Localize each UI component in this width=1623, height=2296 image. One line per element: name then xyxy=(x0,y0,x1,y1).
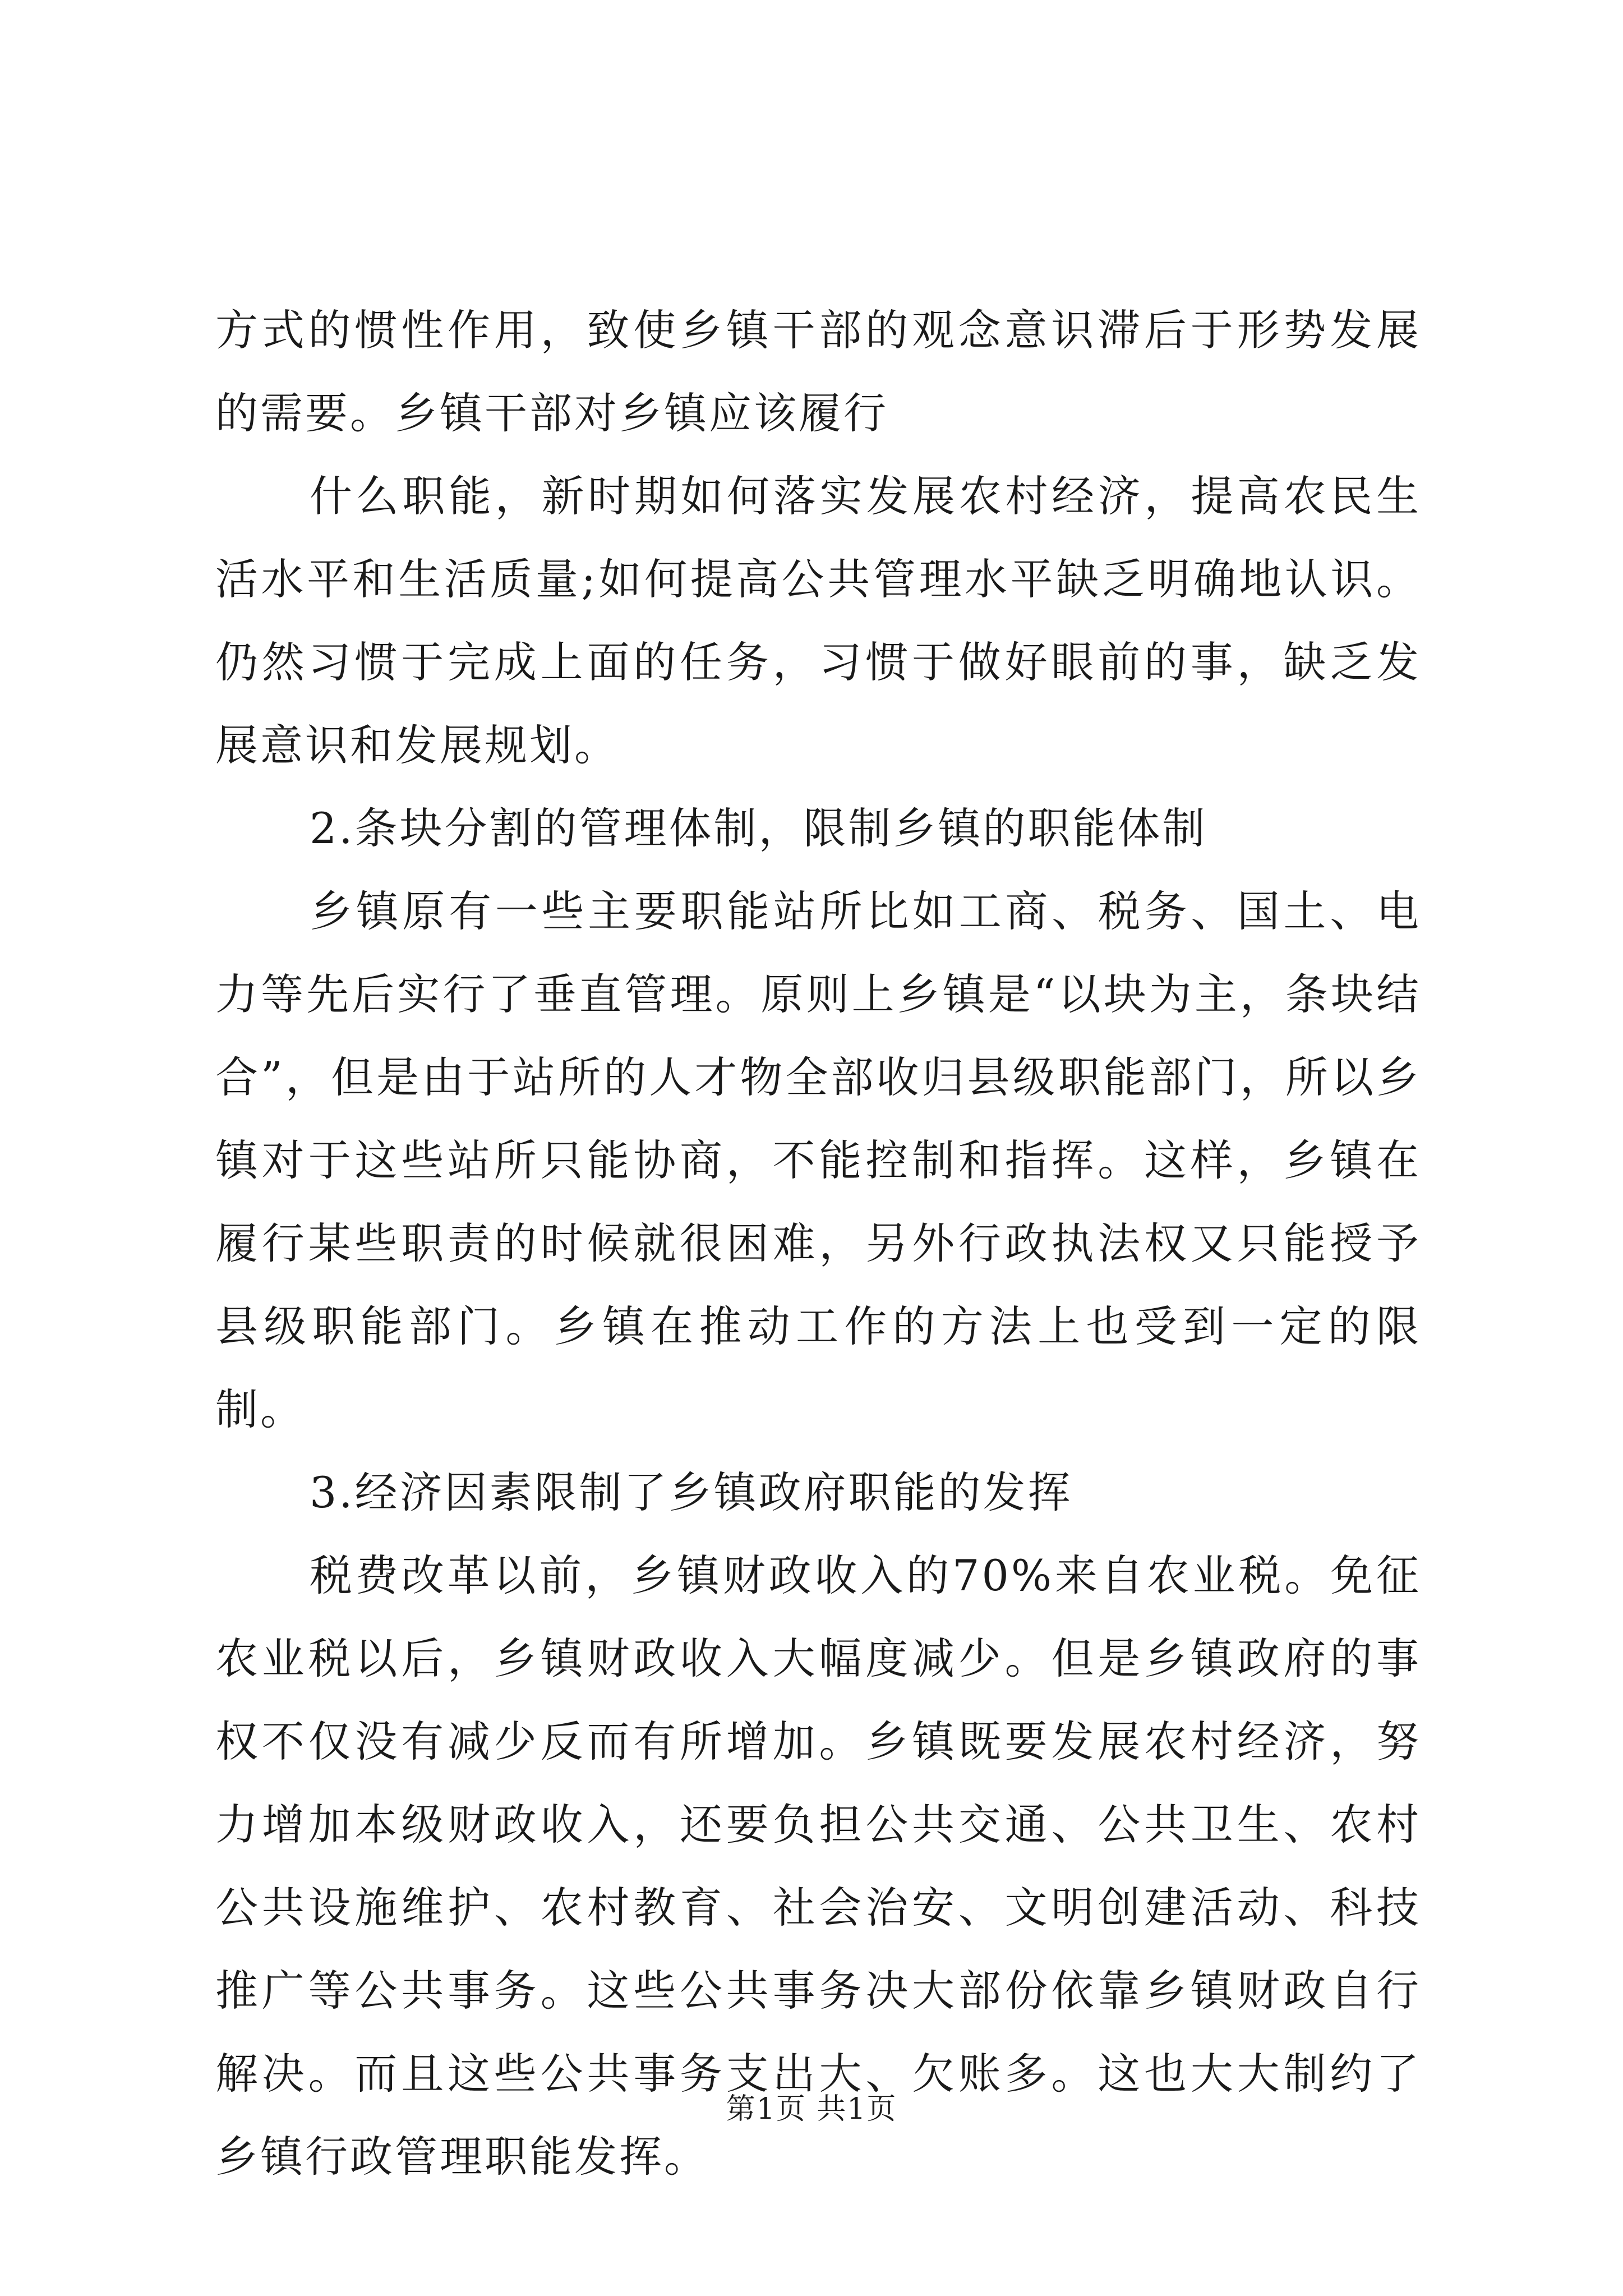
section-heading-2: 2.条块分割的管理体制，限制乡镇的职能体制 xyxy=(310,803,1207,853)
section-heading-3: 3.经济因素限制了乡镇政府职能的发挥 xyxy=(310,1467,1073,1517)
paragraph-2: 什么职能，新时期如何落实发展农村经济，提高农民生活水平和生活质量;如何提高公共管理水平缺乏明确地认识。仍然习惯于完成上面的任务，习惯于做好眼前的事，缺乏发展意识和发展规划。 xyxy=(215,471,1421,770)
paragraph-4: 税费改革以前，乡镇财政收入的70%来自农业税。免征农业税以后，乡镇财政收入大幅度减少。但是乡镇政府的事权不仅没有减少反而有所增加。乡镇既要发展农村经济，努力增加本级财政收入，还要负担公共交通、公共卫生、农村公共设施维护、农村教育、社会治安、文明创建活动、科技推广等公共事务。这些公共事务决大部份依靠乡镇财政自行解决。而且这些公共事务支出大、欠账多。这也大大制约了乡镇行政管理职能发挥。 xyxy=(215,1550,1421,2182)
paragraph-1: 方式的惯性作用，致使乡镇干部的观念意识滞后于形势发展的需要。乡镇干部对乡镇应该履行 xyxy=(215,305,1421,438)
paragraph-3: 乡镇原有一些主要职能站所比如工商、税务、国土、电力等先后实行了垂直管理。原则上乡镇是“以块为主，条块结合”，但是由于站所的人才物全部收归县级职能部门，所以乡镇对于这些站所只能协商，不能控制和指挥。这样，乡镇在履行某些职责的时候就很困难，另外行政执法权又只能授予县级职能部门。乡镇在推动工作的方法上也受到一定的限制。 xyxy=(215,886,1421,1434)
page-footer: 第1页 共1页 xyxy=(726,2092,897,2126)
document-body xyxy=(215,289,1421,2198)
